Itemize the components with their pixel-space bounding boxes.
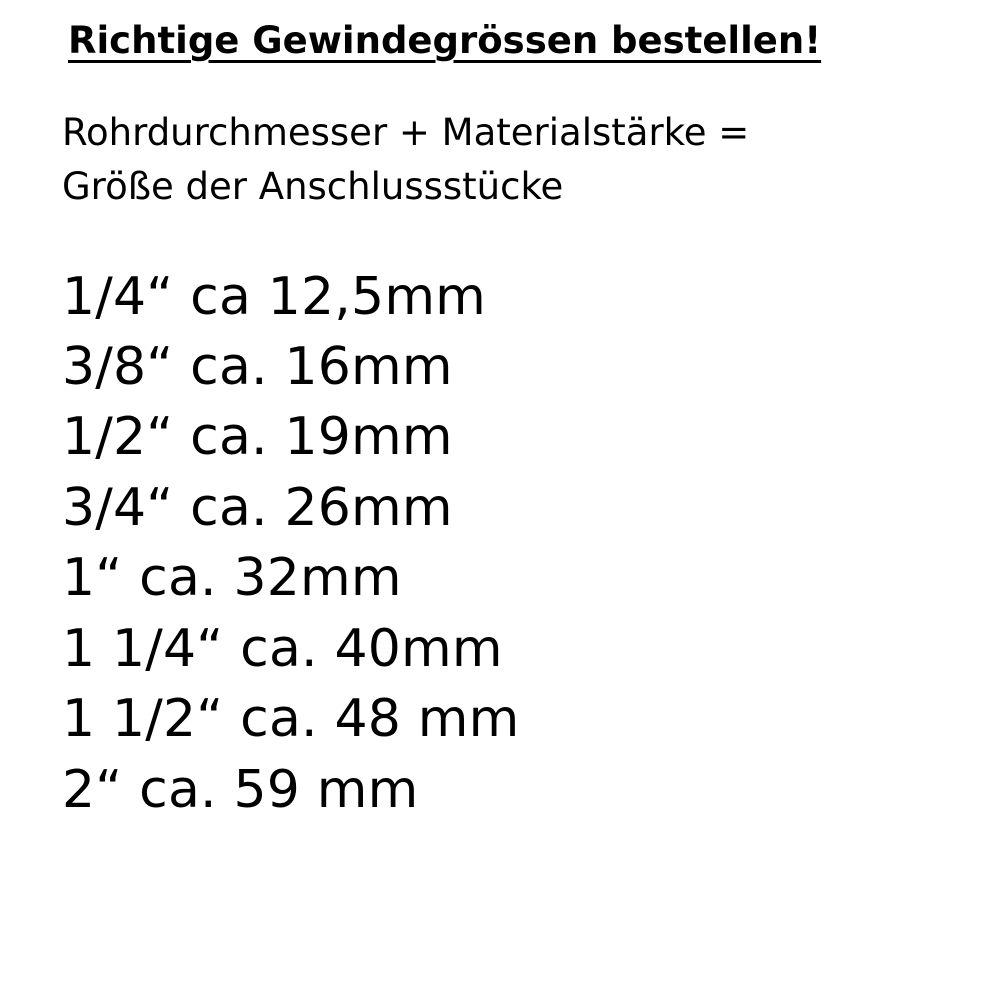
thread-size-list	[62, 262, 1000, 826]
intro-line-1: Rohrdurchmesser + Materialstärke =	[62, 111, 750, 155]
list-item: 1 1/2“ ca. 48 mm	[62, 689, 520, 750]
list-item: 3/8“ ca. 16mm	[62, 336, 453, 397]
list-item: 3/4“ ca. 26mm	[62, 477, 453, 538]
list-item: 2“ ca. 59 mm	[62, 759, 419, 820]
page-title: Richtige Gewindegrössen bestellen!	[68, 19, 822, 62]
list-item: 1“ ca. 32mm	[62, 548, 402, 609]
intro-line-2: Größe der Anschlussstücke	[62, 164, 564, 208]
list-item: 1 1/4“ ca. 40mm	[62, 618, 503, 679]
intro-text	[62, 106, 942, 213]
list-item: 1/4“ ca 12,5mm	[62, 266, 487, 327]
list-item: 1/2“ ca. 19mm	[62, 407, 453, 468]
